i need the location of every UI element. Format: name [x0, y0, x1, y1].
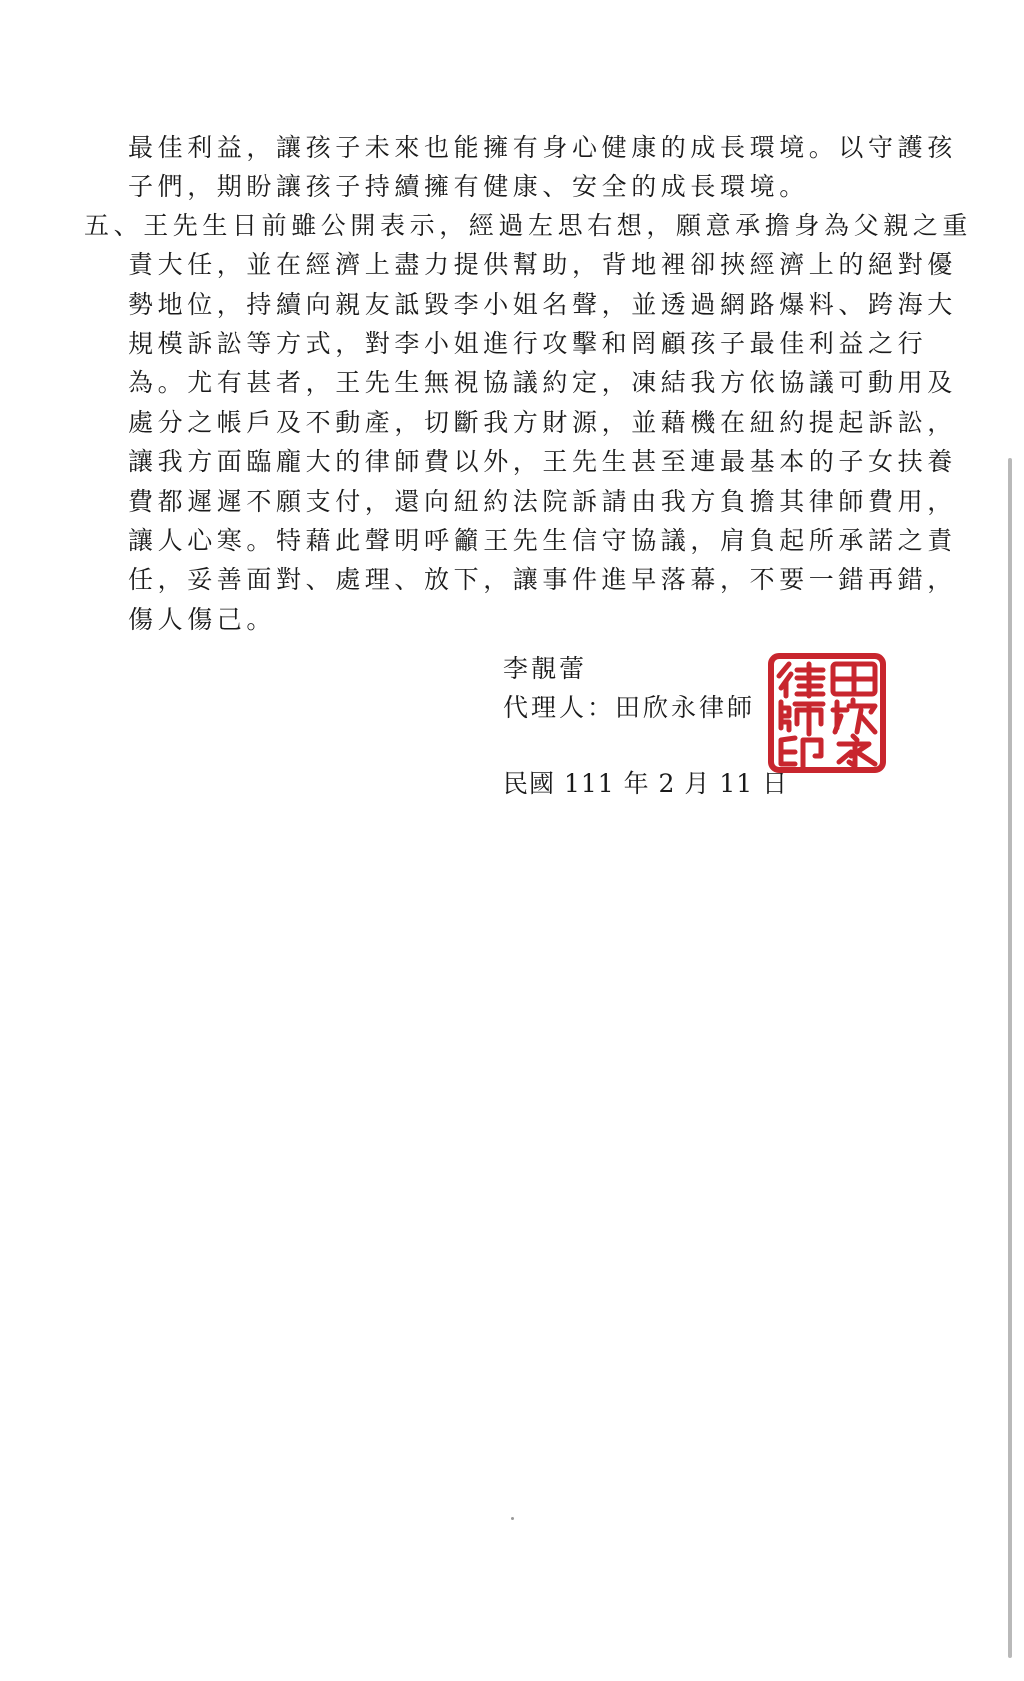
seal-icon [767, 652, 887, 774]
item-five-line-2: 責大任，並在經濟上盡力提供幫助，背地裡卻挾經濟上的絕對優 [128, 250, 957, 279]
lawyer-seal-stamp [767, 652, 887, 774]
item-five-line-7: 讓我方面臨龐大的律師費以外，王先生甚至連最基本的子女扶養 [128, 447, 957, 476]
item-five-line-8: 費都遲遲不願支付，還向紐約法院訴請由我方負擔其律師費用， [128, 487, 957, 516]
item-five-line-6: 處分之帳戶及不動產，切斷我方財源，並藉機在紐約提起訴訟， [128, 408, 957, 437]
paragraph-line-2: 子們，期盼讓孩子持續擁有健康、安全的成長環境。 [128, 172, 809, 201]
item-five-line-9: 讓人心寒。特藉此聲明呼籲王先生信守協議，肩負起所承諾之責 [128, 526, 957, 555]
scan-speck [511, 1517, 514, 1520]
item-five-line-1: 五、王先生日前雖公開表示，經過左思右想，願意承擔身為父親之重 [84, 211, 973, 240]
paragraph-line-1: 最佳利益，讓孩子未來也能擁有身心健康的成長環境。以守護孩 [128, 133, 957, 162]
vertical-scrollbar[interactable] [1008, 458, 1012, 1658]
item-five-line-10: 任，妥善面對、處理、放下，讓事件進早落幕，不要一錯再錯， [128, 565, 957, 594]
signature-date: 民國 111 年 2 月 11 日 [503, 769, 789, 798]
item-five-line-5: 為。尤有甚者，王先生無視協議約定，凍結我方依協議可動用及 [128, 368, 957, 397]
item-five-line-11: 傷人傷己。 [128, 605, 277, 634]
item-five-line-3: 勢地位，持續向親友詆毀李小姐名聲，並透過網路爆料、跨海大 [128, 290, 957, 319]
item-five-line-4: 規模訴訟等方式，對李小姐進行攻擊和罔顧孩子最佳利益之行 [128, 329, 928, 358]
signatory-name: 李靚蕾 [503, 654, 588, 683]
signatory-agent: 代理人：田欣永律師 [503, 693, 756, 722]
